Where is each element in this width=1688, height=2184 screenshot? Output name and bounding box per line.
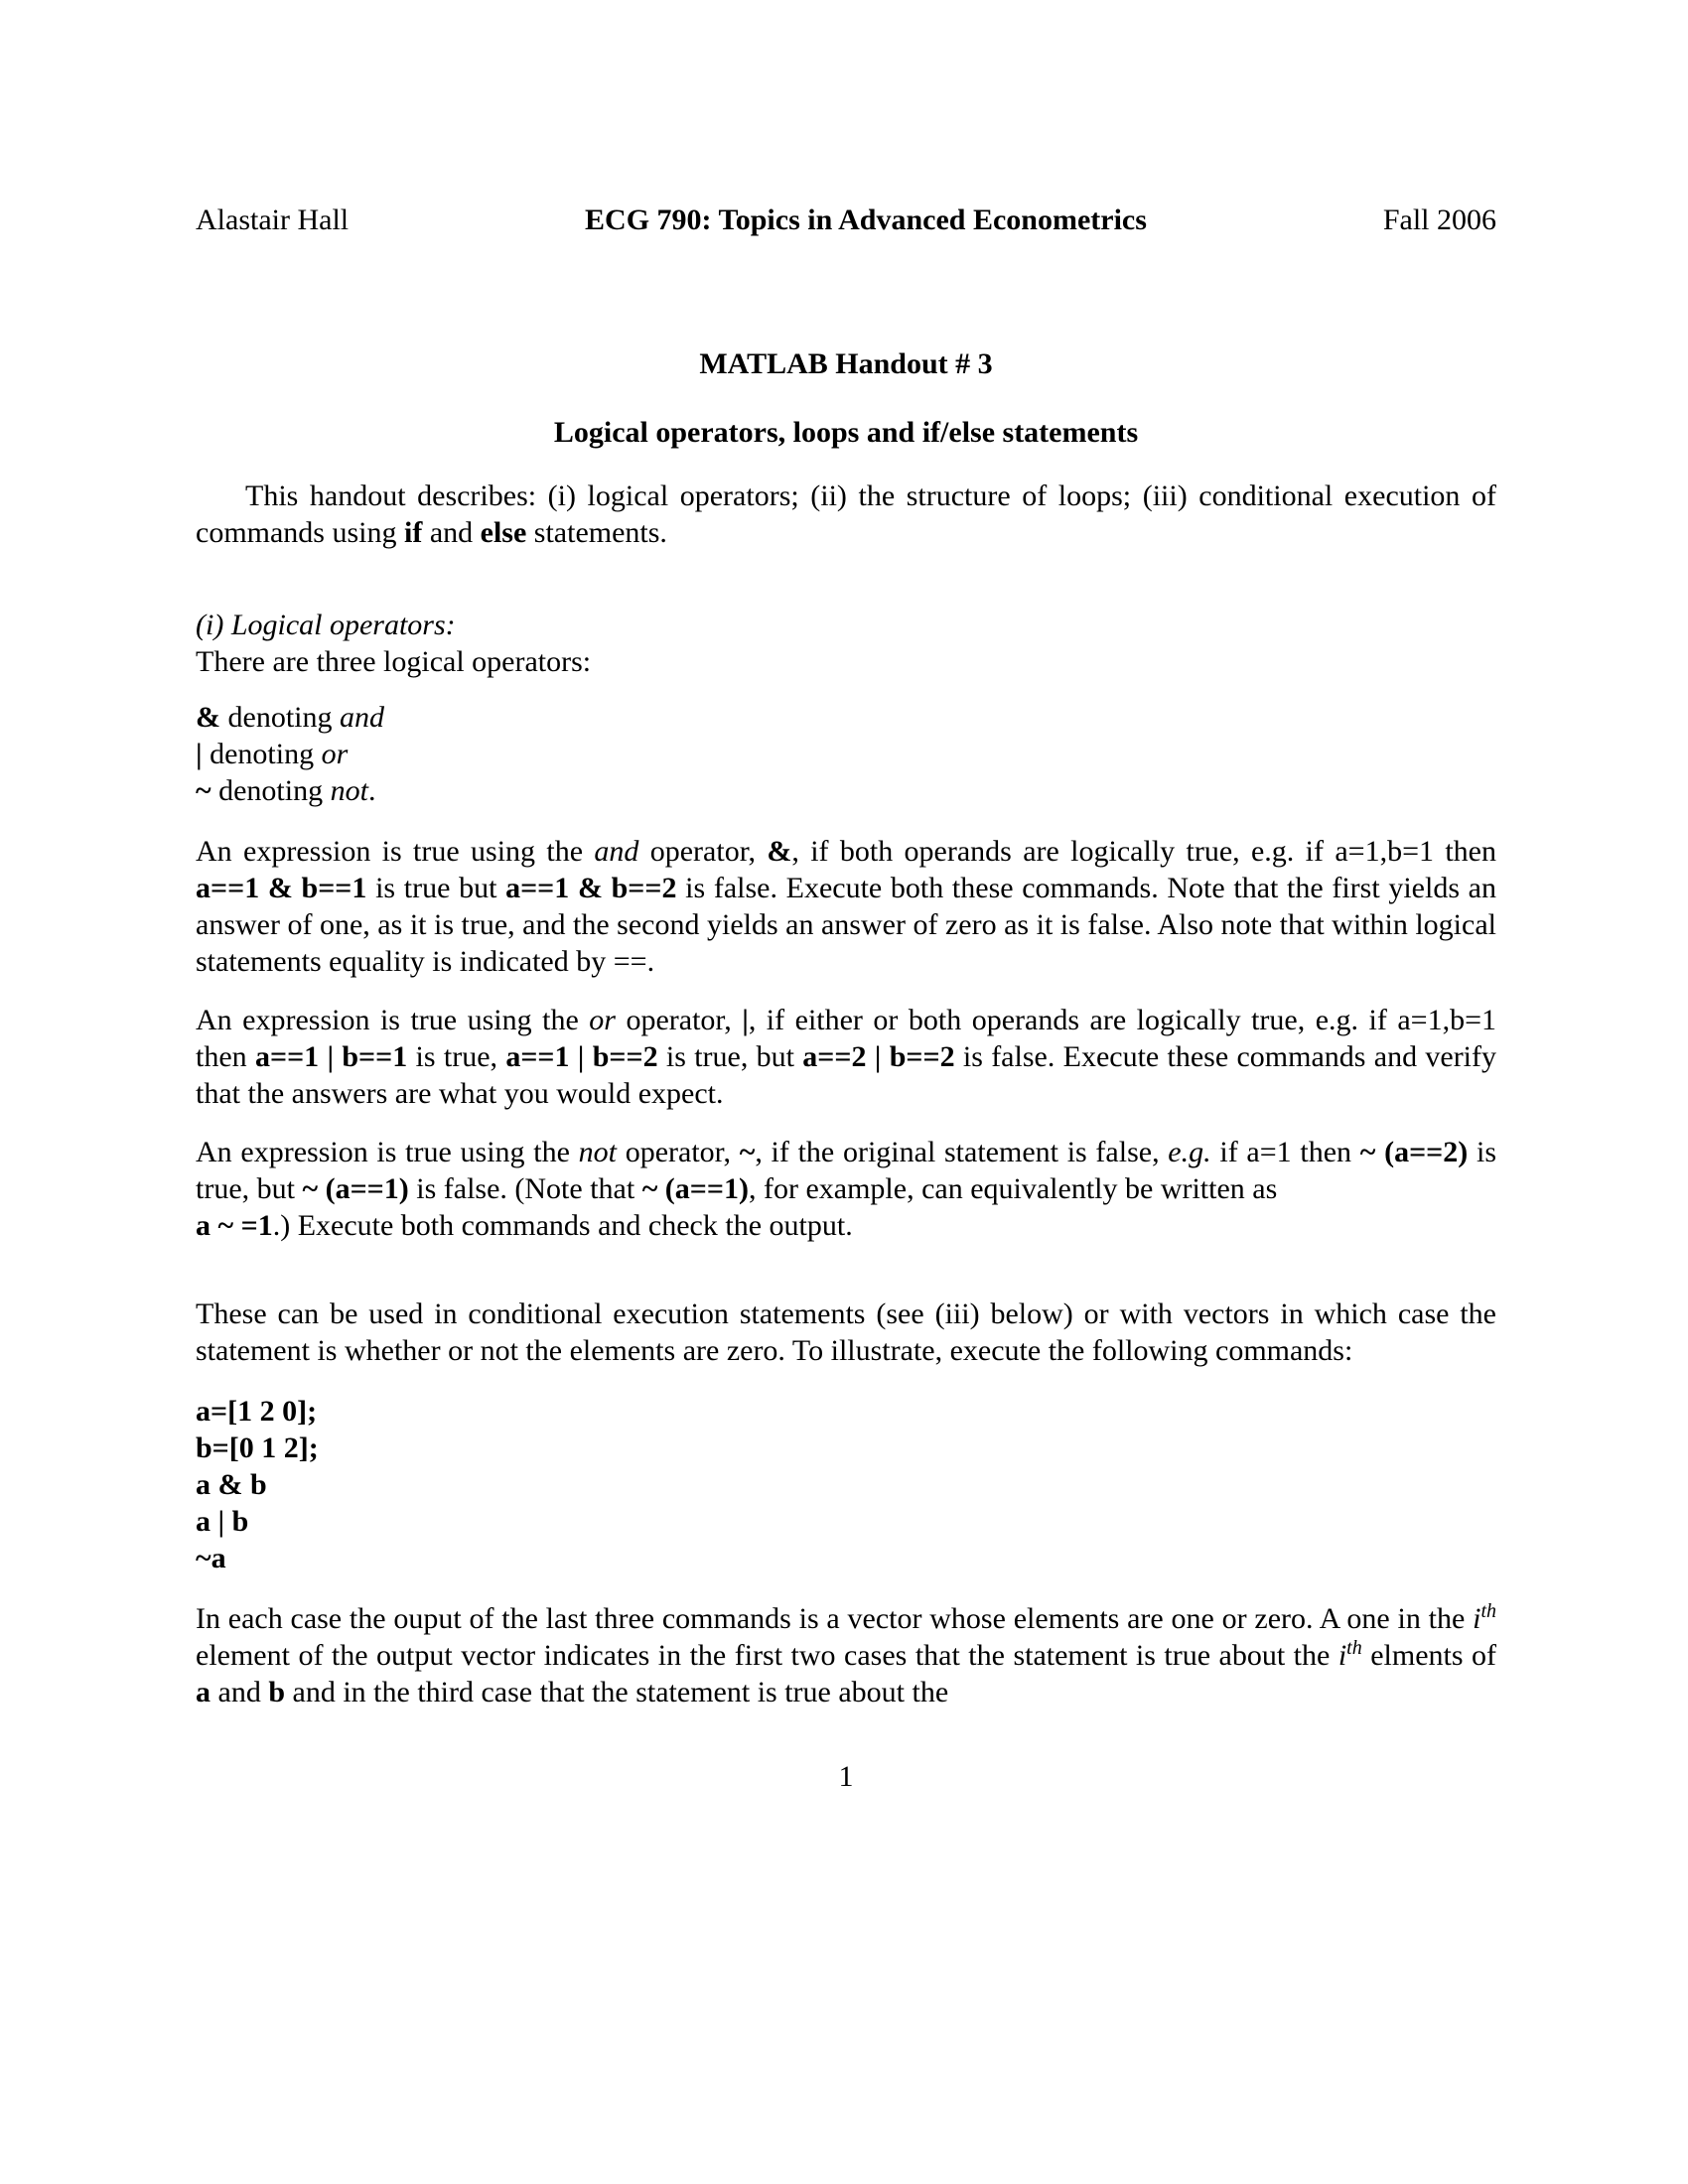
paragraph-or-operator: An expression is true using the or operator, |, if either or both operands are logically true, e.g. if a=1,b=1 then a==1 | b==1 is true, a==1 | b==2 is true, but a==2 | b==2 is false. Execute these commands and verify that the answers are what you would expect. [196,1004,1497,1110]
text-block [196,202,1496,1795]
handout-title: MATLAB Handout # 3 [699,347,993,380]
code-line-a-assign: a=[1 2 0]; [196,1395,318,1428]
page-header [196,202,1496,238]
section-intro-line: There are three logical operators: [196,645,592,678]
handout-subtitle: Logical operators, loops and if/else statements [553,416,1139,449]
intro-paragraph: This handout describes: (i) logical operators; (ii) the structure of loops; (iii) conditional execution of commands using if and else statements. [196,479,1496,549]
code-line-b-assign: b=[0 1 2]; [196,1432,319,1464]
paragraph-not-operator: An expression is true using the not operator, ~, if the original statement is false, e.g. if a=1 then ~ (a==2) is true, but ~ (a==1) is false. (Note that ~ (a==1), for example, can equivalently be written as a ~ =1.) Execute both commands and check the output. [196,1136,1496,1242]
code-line-a-and-b: a & b [196,1468,267,1501]
page-number: 1 [838,1760,854,1793]
code-line-a-or-b: a | b [196,1505,249,1538]
operator-line-or: | denoting or [196,738,349,770]
paragraph-output-explanation: In each case the ouput of the last three commands is a vector whose elements are one or zero. A one in the $i^{th}$ element of the output vector indicates in the first two cases that the statement is true about the $i^{th}$ elments of a and b and in the third case that the statement is true about the [196,1600,1496,1708]
paragraph-vector-usage: These can be used in conditional execution statements (see (iii) below) or with vectors in which case the statement is whether or not the elements are zero. To illustrate, execute the following commands: [196,1297,1496,1367]
code-line-not-a: ~a [196,1542,226,1574]
section-heading-logical-operators: (i) Logical operators: [196,609,456,641]
operators-list [196,699,1496,809]
operator-line-and: & denoting and [196,701,384,734]
paragraph-and-operator: An expression is true using the and operator, &, if both operands are logically true, e.g. if a=1,b=1 then a==1 & b==1 is true but a==1 & b==2 is false. Execute both these commands. Note that the first yields an answer of one, as it is true, and the second yields an answer of zero as it is false. Also note that within logical statements equality is indicated by ==. [196,835,1496,978]
semester: Fall 2006 [1382,204,1496,236]
author-name: Alastair Hall [196,204,350,236]
operator-line-not: ~ denoting not. [196,774,376,807]
course-title: ECG 790: Topics in Advanced Econometrics [585,204,1147,236]
code-block [196,1393,1496,1576]
